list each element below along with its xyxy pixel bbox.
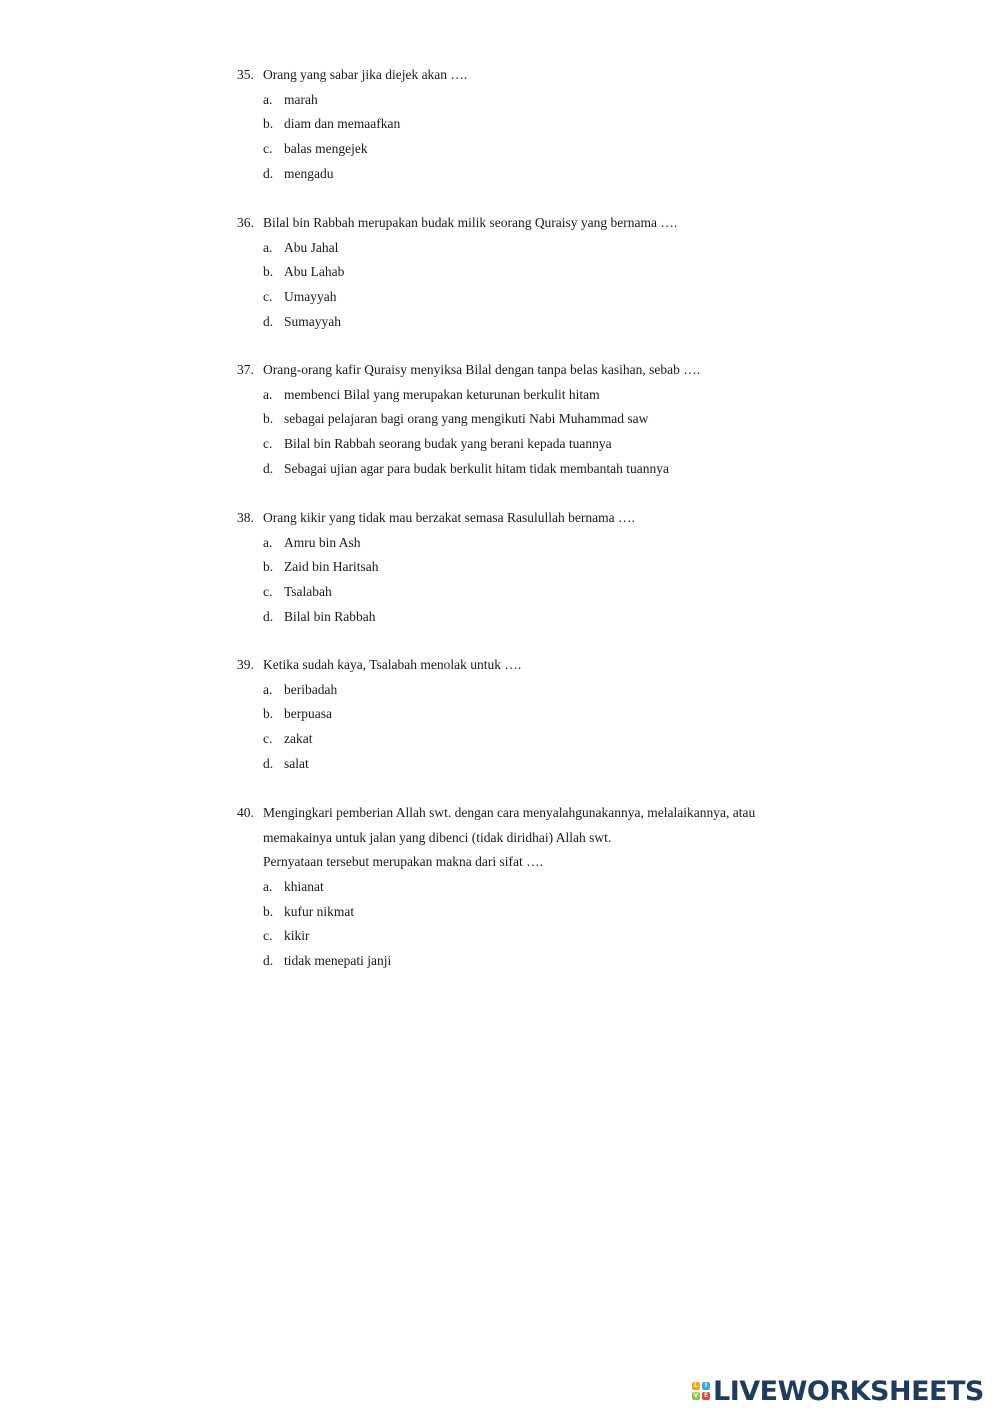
question-39 [237,653,837,776]
option-d[interactable] [237,310,837,335]
question-stem-continued [237,826,837,851]
option-text: diam dan memaafkan [284,116,401,132]
option-text: Bilal bin Rabbah [284,608,376,624]
option-letter: c. [263,289,273,305]
option-letter: c. [263,436,273,452]
option-letter: b. [263,559,274,575]
option-text: tidak menepati janji [284,953,392,969]
option-text: Sebagai ujian agar para budak berkulit hitam tidak membantah tuannya [284,460,669,476]
option-c[interactable] [237,727,837,752]
option-letter: d. [263,608,274,624]
option-c[interactable] [237,580,837,605]
logo-mark-square: V [693,1392,699,1399]
option-letter: b. [263,706,274,722]
question-number: 35. [237,67,254,82]
question-text: Orang kikir yang tidak mau berzakat semasa Rasulullah bernama …. [263,510,635,525]
question-number: 37. [237,362,254,377]
question-36 [237,211,837,334]
logo-mark-icon [692,1382,710,1400]
question-text: memakainya untuk jalan yang dibenci (tidak diridhai) Allah swt. [263,829,612,845]
option-text: Bilal bin Rabbah seorang budak yang berani kepada tuannya [284,436,612,452]
question-stem [237,211,837,236]
option-c[interactable] [237,137,837,162]
logo-text: LIVEWORKSHEETS [713,1375,984,1407]
option-d[interactable] [237,605,837,630]
option-c[interactable] [237,924,837,949]
question-text: Pernyataan tersebut merupakan makna dari sifat …. [263,854,544,870]
question-prompt [237,850,837,875]
option-text: Zaid bin Haritsah [284,559,379,575]
question-stem [237,506,837,531]
logo-mark-square: E [703,1392,709,1399]
question-text: Ketika sudah kaya, Tsalabah menolak untuk …. [263,657,522,672]
question-number: 38. [237,510,254,525]
option-letter: a. [263,239,273,255]
question-number: 39. [237,657,254,672]
option-a[interactable] [237,236,837,261]
option-text: salat [284,755,309,771]
option-letter: b. [263,264,274,280]
option-a[interactable] [237,678,837,703]
question-text: Bilal bin Rabbah merupakan budak milik seorang Quraisy yang bernama …. [263,215,678,230]
option-b[interactable] [237,702,837,727]
option-text: balas mengejek [284,141,368,157]
question-stem [237,801,837,826]
logo-mark-square: L [692,1382,700,1390]
option-text: khianat [284,879,324,895]
option-text: marah [284,91,318,107]
option-a[interactable] [237,875,837,900]
option-letter: d. [263,460,274,476]
option-text: Abu Lahab [284,264,345,280]
question-stem [237,358,837,383]
option-letter: a. [263,681,273,697]
question-38 [237,506,837,629]
option-text: mengadu [284,165,334,181]
option-letter: c. [263,141,273,157]
option-letter: a. [263,386,273,402]
option-text: berpuasa [284,706,332,722]
option-text: sebagai pelajaran bagi orang yang mengikuti Nabi Muhammad saw [284,411,649,427]
question-number: 40. [237,805,254,820]
question-number: 36. [237,215,254,230]
option-b[interactable] [237,900,837,925]
option-b[interactable] [237,260,837,285]
question-37 [237,358,837,481]
option-d[interactable] [237,457,837,482]
option-b[interactable] [237,407,837,432]
option-a[interactable] [237,88,837,113]
option-letter: d. [263,953,274,969]
option-text: Amru bin Ash [284,534,361,550]
option-letter: a. [263,879,273,895]
option-letter: c. [263,584,273,600]
logo-mark-square: I [702,1382,710,1390]
question-stem [237,63,837,88]
option-text: zakat [284,731,313,747]
option-text: beribadah [284,681,338,697]
option-d[interactable] [237,752,837,777]
question-35 [237,63,837,186]
option-letter: a. [263,91,273,107]
option-letter: d. [263,165,274,181]
option-d[interactable] [237,162,837,187]
option-a[interactable] [237,531,837,556]
option-b[interactable] [237,112,837,137]
option-text: Umayyah [284,289,337,305]
option-letter: a. [263,534,273,550]
option-b[interactable] [237,555,837,580]
option-letter: b. [263,116,274,132]
question-text: Orang yang sabar jika diejek akan …. [263,67,468,82]
question-text: Mengingkari pemberian Allah swt. dengan cara menyalahgunakannya, melalaikannya, atau [263,805,756,820]
option-letter: b. [263,411,274,427]
question-40 [237,801,837,974]
option-letter: c. [263,928,273,944]
option-a[interactable] [237,383,837,408]
option-text: kufur nikmat [284,903,355,919]
question-text: Orang-orang kafir Quraisy menyiksa Bilal dengan tanpa belas kasihan, sebab …. [263,362,701,377]
option-letter: d. [263,755,274,771]
option-letter: d. [263,313,274,329]
option-text: kikir [284,928,310,944]
option-letter: b. [263,903,274,919]
question-stem [237,653,837,678]
option-c[interactable] [237,285,837,310]
liveworksheets-logo [692,1372,984,1410]
option-text: Tsalabah [284,584,332,600]
option-text: membenci Bilal yang merupakan keturunan berkulit hitam [284,386,600,402]
option-d[interactable] [237,949,837,974]
option-text: Sumayyah [284,313,341,329]
option-letter: c. [263,731,273,747]
option-c[interactable] [237,432,837,457]
option-text: Abu Jahal [284,239,339,255]
